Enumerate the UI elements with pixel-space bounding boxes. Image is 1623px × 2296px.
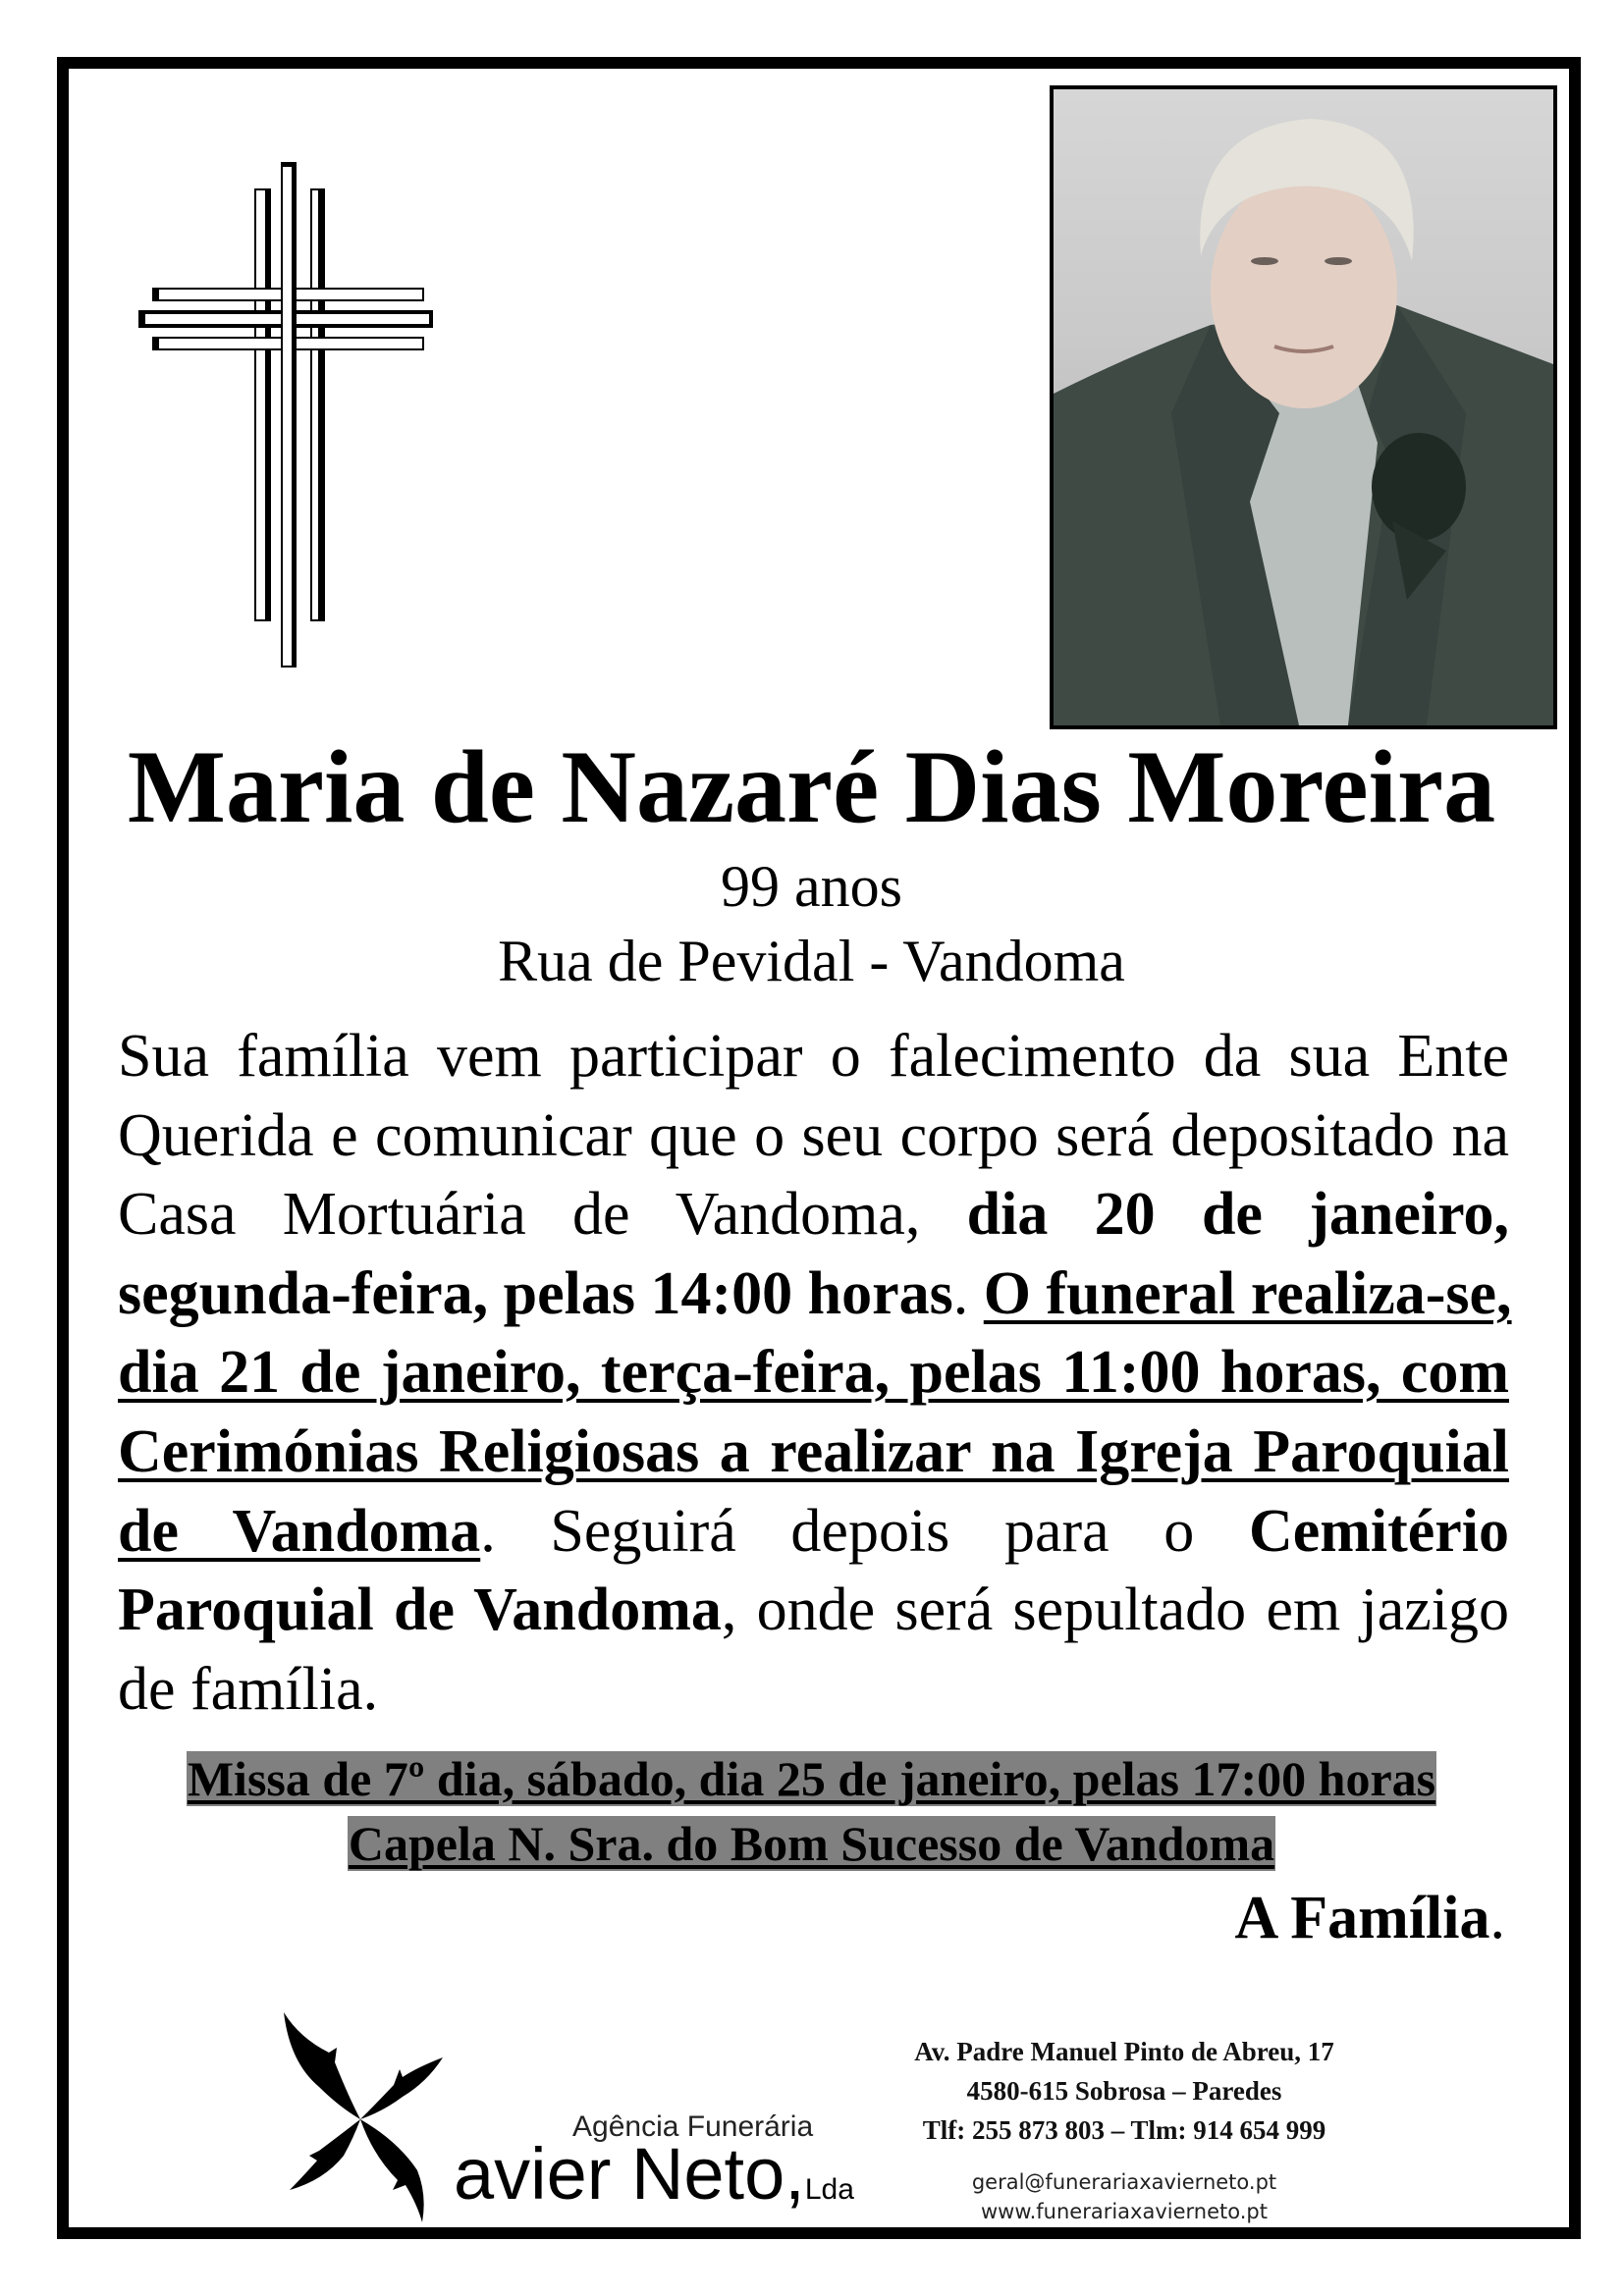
mass-line-1-row	[0, 1751, 1623, 1807]
signature	[1234, 1883, 1505, 1953]
body-segment: Cemitério	[1248, 1497, 1510, 1565]
portrait-photo	[1050, 85, 1557, 729]
body-segment: , onde será sepultado em jazigo	[721, 1576, 1509, 1644]
x-logo-icon	[280, 2008, 447, 2224]
agency-address-line-2: 4580-615 Sobrosa – Paredes	[966, 2076, 1282, 2106]
deceased-age: 99 anos	[721, 854, 902, 919]
announcement-body	[118, 1017, 1512, 1729]
body-segment: Querida e comunicar que o seu corpo será depositado na	[118, 1101, 1509, 1169]
body-line	[118, 1255, 1512, 1334]
body-line	[118, 1175, 1509, 1255]
agency-address-line-1: Av. Padre Manuel Pinto de Abreu, 17	[914, 2037, 1334, 2066]
body-segment: Cerimónias Religiosas a realizar na Igreja Paroquial	[118, 1417, 1509, 1485]
body-line	[118, 1017, 1509, 1096]
body-segment: de Vandoma	[118, 1497, 481, 1565]
body-line	[118, 1333, 1509, 1413]
body-segment: . Seguirá depois para o	[480, 1497, 1249, 1565]
body-segment: Sua família vem participar o falecimento da sua Ente	[118, 1023, 1509, 1090]
agency-email[interactable]: geral@funerariaxavierneto.pt	[971, 2170, 1277, 2194]
body-segment: .	[952, 1259, 984, 1327]
mass-line-2: Capela N. Sra. do Bom Sucesso de Vandoma	[348, 1816, 1275, 1871]
signature-period: .	[1489, 1885, 1505, 1951]
body-segment: segunda-feira, pelas 14:00 horas	[118, 1259, 953, 1327]
mass-line-2-row	[0, 1816, 1623, 1872]
body-segment: dia 21 de janeiro, terça-feira, pelas 11:00 horas, com	[118, 1339, 1509, 1407]
body-segment: de família.	[118, 1655, 379, 1723]
body-line	[118, 1571, 1509, 1650]
agency-suffix: Lda	[804, 2173, 854, 2206]
deceased-address: Rua de Pevidal - Vandoma	[498, 929, 1125, 993]
body-line	[118, 1650, 1509, 1730]
agency-contact	[879, 2032, 1370, 2150]
body-line	[118, 1413, 1509, 1492]
deceased-name: Maria de Nazaré Dias Moreira	[127, 729, 1496, 844]
agency-web	[879, 2167, 1370, 2226]
agency-tagline: Agência Funerária	[572, 2110, 814, 2143]
body-line	[118, 1096, 1509, 1176]
body-segment: Paroquial de Vandoma	[118, 1576, 722, 1644]
agency-name	[454, 2132, 854, 2232]
body-line	[118, 1492, 1509, 1572]
mass-line-1: Missa de 7º dia, sábado, dia 25 de janeiro, pelas 17:00 horas	[187, 1751, 1436, 1806]
body-segment: dia 20 de janeiro,	[966, 1181, 1509, 1249]
body-segment: O funeral realiza-se,	[983, 1259, 1512, 1327]
signature-text: A Família	[1234, 1885, 1490, 1951]
agency-name-text: avier Neto,	[454, 2133, 805, 2215]
agency-website[interactable]: www.funerariaxavierneto.pt	[981, 2200, 1268, 2223]
body-segment: Casa Mortuária de Vandoma,	[118, 1181, 967, 1249]
agency-phone: Tlf: 255 873 803 – Tlm: 914 654 999	[922, 2115, 1326, 2145]
